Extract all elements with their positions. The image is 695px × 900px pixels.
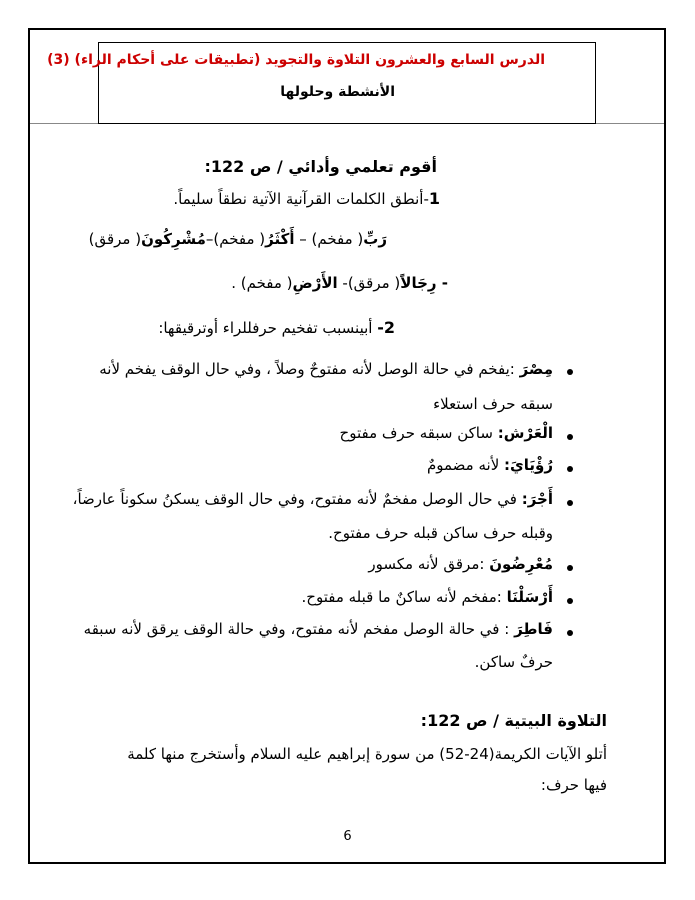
list-item-text: في حال الوصل مفخمٌ لأنه مفتوح، وفي حال الوقف يسكنُ سكوناً عارضاً، [72, 490, 522, 508]
question-1 [173, 189, 440, 208]
list-item-word: مُعْرِضُونَ [489, 555, 553, 573]
word-rabbi-rule: ( مفخم) – [294, 230, 364, 248]
word-akthar: أَكْثَرُ [265, 230, 295, 248]
list-item-ajr [73, 490, 553, 508]
list-item-word: أَرْسَلْنَا [506, 588, 553, 606]
section2-line-1: أتلو الآيات الكريمة(24-52) من سورة إبراهيم عليه السلام وأستخرج منها كلمة [127, 745, 607, 763]
list-item-arsalna [302, 588, 553, 606]
bullet-dot [567, 369, 573, 375]
list-item-misr [99, 360, 553, 378]
bullet-dot [567, 466, 573, 472]
list-item-word: مِصْرَ [519, 360, 553, 378]
bullet-dot [567, 565, 573, 571]
question-2-text: أبينسبب تفخيم حرفللراء أوترقيقها: [158, 319, 378, 337]
list-item-word: الْعَرْش: [497, 424, 553, 442]
list-item-alarsh [340, 424, 553, 442]
list-item-continuation: حرفٌ ساكن. [474, 653, 553, 671]
question-2-number: 2- [377, 318, 395, 337]
word-akthar-rule: ( مفخم)– [205, 230, 266, 248]
word-rijalan: رِجَالاً [400, 274, 437, 292]
page-number: 6 [343, 829, 352, 844]
word-rabbi: رَبِّ [363, 230, 387, 248]
word-rijalan-rule: ( مرقق)- [337, 274, 401, 292]
list-item-word: رُؤْيَايَ: [504, 456, 553, 474]
bullet-dot [567, 598, 573, 604]
lesson-subtitle: الأنشطة وحلولها [280, 84, 395, 100]
words-line-2-dash: - [436, 274, 448, 292]
lesson-title: الدرس السابع والعشرون التلاوة والتجويد (تطبيقات على أحكام الراء) (3) [47, 52, 545, 68]
list-item-text: ساكن سبقه حرف مفتوح [339, 424, 498, 442]
question-1-text: -أنطق الكلمات القرآنية الآتية نطقاً سليماً. [173, 190, 429, 208]
bullet-dot [567, 434, 573, 440]
question-2 [158, 318, 395, 337]
words-line-2 [231, 274, 448, 292]
page-border [28, 28, 666, 864]
list-item-text: : في حالة الوصل مفخم لأنه مفتوح، وفي حالة الوقف يرقق لأنه سبقه [83, 620, 515, 638]
list-item-muridun [368, 555, 553, 573]
section2-line-2: فيها حرف: [540, 776, 607, 794]
list-item-text: لأنه مضمومٌ [426, 456, 505, 474]
word-mushrikun: مُشْرِكُونَ [141, 230, 206, 248]
list-item-text: :يفخم في حالة الوصل لأنه مفتوحٌ وصلاً ، وفي حال الوقف يفخم لأنه [99, 360, 520, 378]
bullet-dot [567, 630, 573, 636]
list-item-ruyaya [427, 456, 553, 474]
question-1-number: 1 [428, 189, 440, 208]
list-item-continuation: وقبله حرف ساكن قبله حرف مفتوح. [328, 524, 553, 542]
word-alard: الأَرْضِ [292, 274, 338, 292]
list-item-fatir [84, 620, 553, 638]
word-alard-rule: ( مفخم) . [231, 274, 293, 292]
list-item-text: :مرقق لأنه مكسور [368, 555, 490, 573]
list-item-continuation: سبقه حرف استعلاء [433, 395, 553, 413]
words-line-1 [89, 230, 387, 248]
header-rule [98, 123, 596, 124]
section1-heading: أقوم تعلمي وأدائي / ص 122: [204, 157, 437, 176]
word-mushrikun-rule: ( مرقق) [88, 230, 142, 248]
list-item-word: أَجْرَ: [521, 490, 553, 508]
bullet-dot [567, 500, 573, 506]
list-item-word: فَاطِرَ [514, 620, 553, 638]
list-item-text: :مفخم لأنه ساكنٌ ما قبله مفتوح. [301, 588, 507, 606]
section2-heading: التلاوة البيتية / ص 122: [420, 711, 607, 730]
